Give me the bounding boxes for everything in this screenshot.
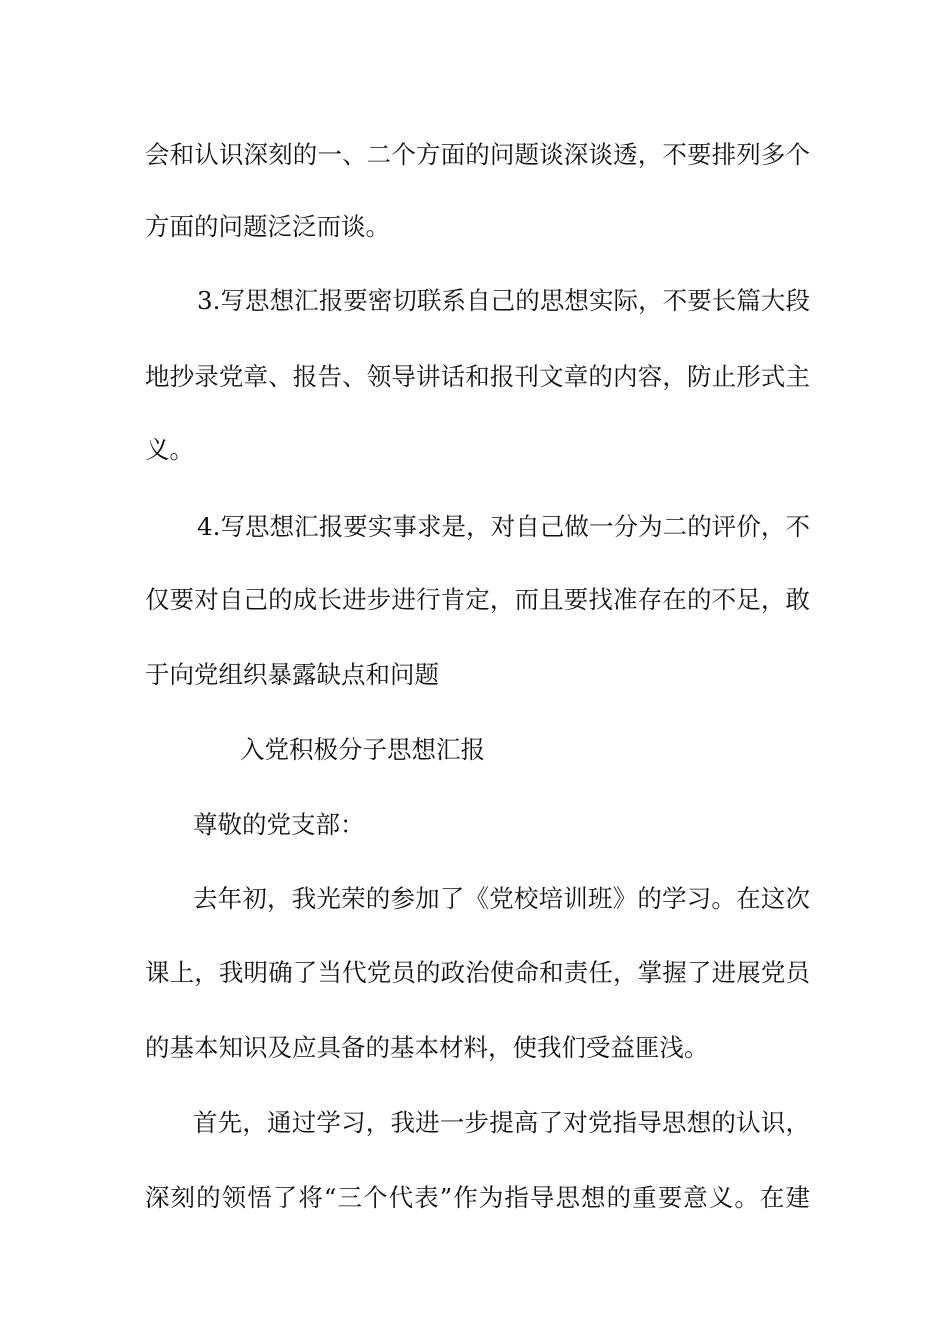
text-line-12: 课上，我明确了当代党员的政治使命和责任，掌握了进展党员 xyxy=(145,958,810,987)
text-line-15: 深刻的领悟了将“三个代表”作为指导思想的重要意义。在建 xyxy=(145,1183,810,1212)
text-line-13: 的基本知识及应具备的基本材料，使我们受益匪浅。 xyxy=(145,1033,709,1062)
text-line-5: 义。 xyxy=(145,435,194,464)
text-line-4: 地抄录党章、报告、领导讲话和报刊文章的内容，防止形式主 xyxy=(145,362,810,391)
text-line-6: 4.写思想汇报要实事求是，对自己做一分为二的评价，不 xyxy=(197,512,810,541)
section-title: 入党积极分子思想汇报 xyxy=(240,735,485,764)
salutation: 尊敬的党支部： xyxy=(193,810,365,839)
text-line-7: 仅要对自己的成长进步进行肯定，而且要找准存在的不足，敢 xyxy=(145,585,810,614)
text-line-2: 方面的问题泛泛而谈。 xyxy=(145,212,390,241)
text-line-3: 3.写思想汇报要密切联系自己的思想实际，不要长篇大段 xyxy=(197,286,810,315)
text-line-1: 会和认识深刻的一、二个方面的问题谈深谈透，不要排列多个 xyxy=(145,140,810,169)
text-line-11: 去年初，我光荣的参加了《党校培训班》的学习。在这次 xyxy=(193,884,810,913)
text-line-8: 于向党组织暴露缺点和问题 xyxy=(145,660,439,689)
text-line-14: 首先，通过学习，我进一步提高了对党指导思想的认识， xyxy=(193,1108,810,1137)
